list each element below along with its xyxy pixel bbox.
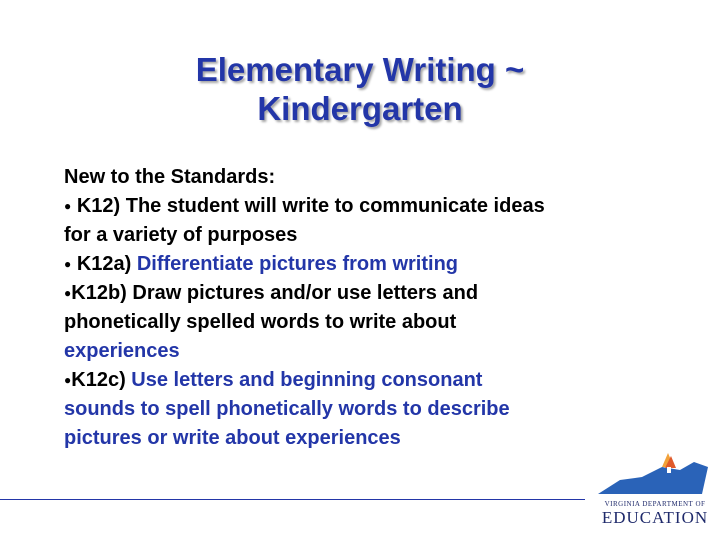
slide-title [0, 50, 720, 128]
bullet-text: Draw pictures and/or use letters and [132, 282, 479, 304]
virginia-torch-icon [590, 450, 715, 500]
bullet-text-continued: phonetically spelled words to write about [64, 311, 457, 333]
footer-divider [0, 499, 585, 500]
bullet-text-continued: pictures or write about experiences [64, 427, 401, 449]
logo-line-1: VIRGINIA DEPARTMENT OF [604, 500, 706, 508]
bullet-k12a [64, 250, 664, 279]
bullet-text: Use letters and beginning consonant [131, 369, 483, 391]
bullet-k12b [64, 279, 664, 308]
bullet-text: The student will write to communicate ideas [125, 195, 545, 217]
bullet-dot-icon: ● [64, 199, 72, 213]
bullet-code: K12b) [71, 282, 127, 304]
bullet-code: K12) [76, 195, 121, 217]
bullet-k12c [64, 366, 664, 395]
vdoe-logo [590, 450, 715, 535]
bullet-text-continued: experiences [64, 340, 180, 362]
bullet-dot-icon: ● [64, 373, 72, 387]
bullet-dot-icon: ● [64, 286, 72, 300]
bullet-dot-icon: ● [64, 257, 72, 271]
intro-text: New to the Standards: [64, 166, 276, 188]
logo-line-2: EDUCATION [601, 508, 709, 527]
bullet-code: K12a) [76, 253, 132, 275]
bullet-text-continued: for a variety of purposes [64, 224, 298, 246]
bullet-code: K12c) [71, 369, 126, 391]
slide-body [64, 163, 664, 453]
bullet-k12 [64, 192, 664, 221]
bullet-text-continued: sounds to spell phonetically words to describe [64, 398, 510, 420]
bullet-text: Differentiate pictures from writing [136, 253, 459, 275]
title-line-1: Elementary Writing ~ [195, 51, 525, 88]
title-line-2: Kindergarten [257, 90, 463, 127]
